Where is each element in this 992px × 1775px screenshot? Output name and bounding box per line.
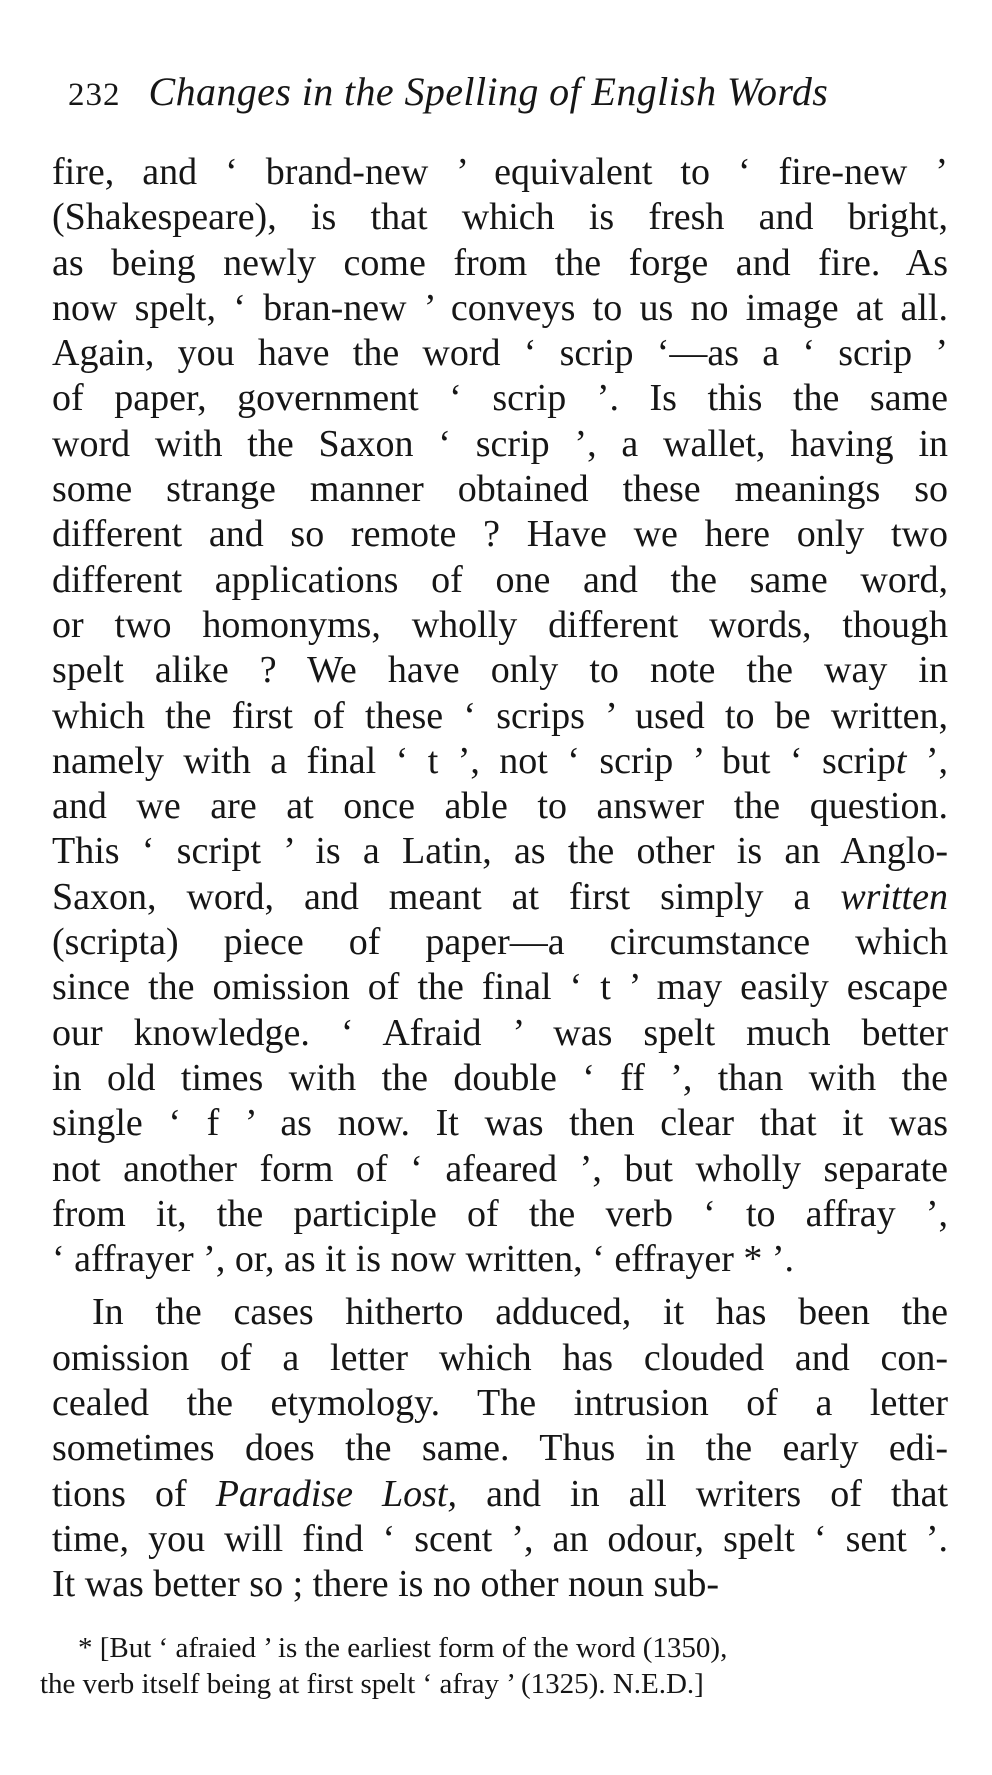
text-line: word with the Saxon ‘ scrip ’, a wallet, having in — [52, 422, 948, 465]
text-line — [52, 739, 948, 784]
footnote-line: * [But ‘ afraied ’ is the earliest form of the word (1350), — [78, 1632, 728, 1664]
text-line: time, you will find ‘ scent ’, an odour, spelt ‘ sent ’. — [52, 1517, 948, 1560]
text-line: of paper, government ‘ scrip ’. Is this the same — [52, 377, 948, 420]
text-line: In the cases hitherto adduced, it has been the — [92, 1291, 948, 1334]
text-line: or two homonyms, wholly different words, though — [52, 603, 948, 646]
text-line: different and so remote ? Have we here only two — [52, 513, 948, 556]
text-segment: ’, — [906, 739, 949, 782]
text-segment: tions of — [52, 1472, 216, 1515]
body-text — [52, 150, 948, 1608]
text-segment: namely with a final ‘ t ’, not ‘ scrip ’ but ‘ scrip — [52, 739, 896, 782]
running-head — [68, 62, 958, 122]
footnote-line: the verb itself being at first spelt ‘ afray ’ (1325). N.E.D.] — [40, 1668, 704, 1700]
text-line: some strange manner obtained these meanings so — [52, 468, 948, 511]
paragraph-gap — [52, 1282, 948, 1290]
text-line: as being newly come from the forge and fire. As — [52, 241, 948, 284]
running-head-title: Changes in the Spelling of English Words — [148, 69, 829, 114]
text-line: fire, and ‘ brand-new ’ equivalent to ‘ fire-new ’ — [52, 151, 948, 193]
text-line — [52, 1472, 948, 1517]
text-line: which the first of these ‘ scrips ’ used to be written, — [52, 694, 948, 737]
paragraph-2 — [52, 1290, 948, 1607]
footnote — [40, 1630, 940, 1702]
text-segment: Saxon, word, and meant at first simply a — [52, 875, 841, 918]
text-line: This ‘ script ’ is a Latin, as the other is an Anglo- — [52, 830, 948, 873]
text-line: different applications of one and the same word, — [52, 558, 948, 601]
text-line: since the omission of the final ‘ t ’ may easily escape — [52, 966, 948, 1009]
text-line: (Shakespeare), is that which is fresh and bright, — [52, 196, 948, 239]
text-line: not another form of ‘ afeared ’, but wholly separate — [52, 1147, 948, 1190]
page-number: 232 — [68, 77, 121, 113]
text-line: ‘ affrayer ’, or, as it is now written, ‘ effrayer * ’. — [52, 1238, 795, 1281]
text-segment: and in all writers of that — [457, 1472, 949, 1515]
paragraph-1 — [52, 150, 948, 1282]
text-line: sometimes does the same. Thus in the early edi- — [52, 1427, 948, 1470]
text-line: (scripta) piece of paper—a circumstance which — [52, 921, 948, 964]
text-line: in old times with the double ‘ ff ’, than with the — [52, 1056, 948, 1099]
italic-text: written — [840, 875, 948, 918]
text-line: It was better so ; there is no other noun sub- — [52, 1563, 719, 1606]
text-line — [52, 875, 948, 920]
text-line: from it, the participle of the verb ‘ to affray ’, — [52, 1192, 948, 1235]
text-line: single ‘ f ’ as now. It was then clear that it was — [52, 1102, 948, 1145]
italic-text: t — [895, 739, 907, 782]
text-line: spelt alike ? We have only to note the way in — [52, 649, 948, 692]
text-line: omission of a letter which has clouded and con- — [52, 1336, 948, 1379]
text-line: our knowledge. ‘ Afraid ’ was spelt much better — [52, 1011, 948, 1054]
text-line: cealed the etymology. The intrusion of a letter — [52, 1382, 948, 1425]
text-line: now spelt, ‘ bran-new ’ conveys to us no image at all. — [52, 286, 948, 329]
text-line: Again, you have the word ‘ scrip ‘—as a ‘ scrip ’ — [52, 332, 948, 375]
italic-text: Paradise Lost, — [215, 1472, 457, 1515]
text-line: and we are at once able to answer the question. — [52, 785, 948, 828]
